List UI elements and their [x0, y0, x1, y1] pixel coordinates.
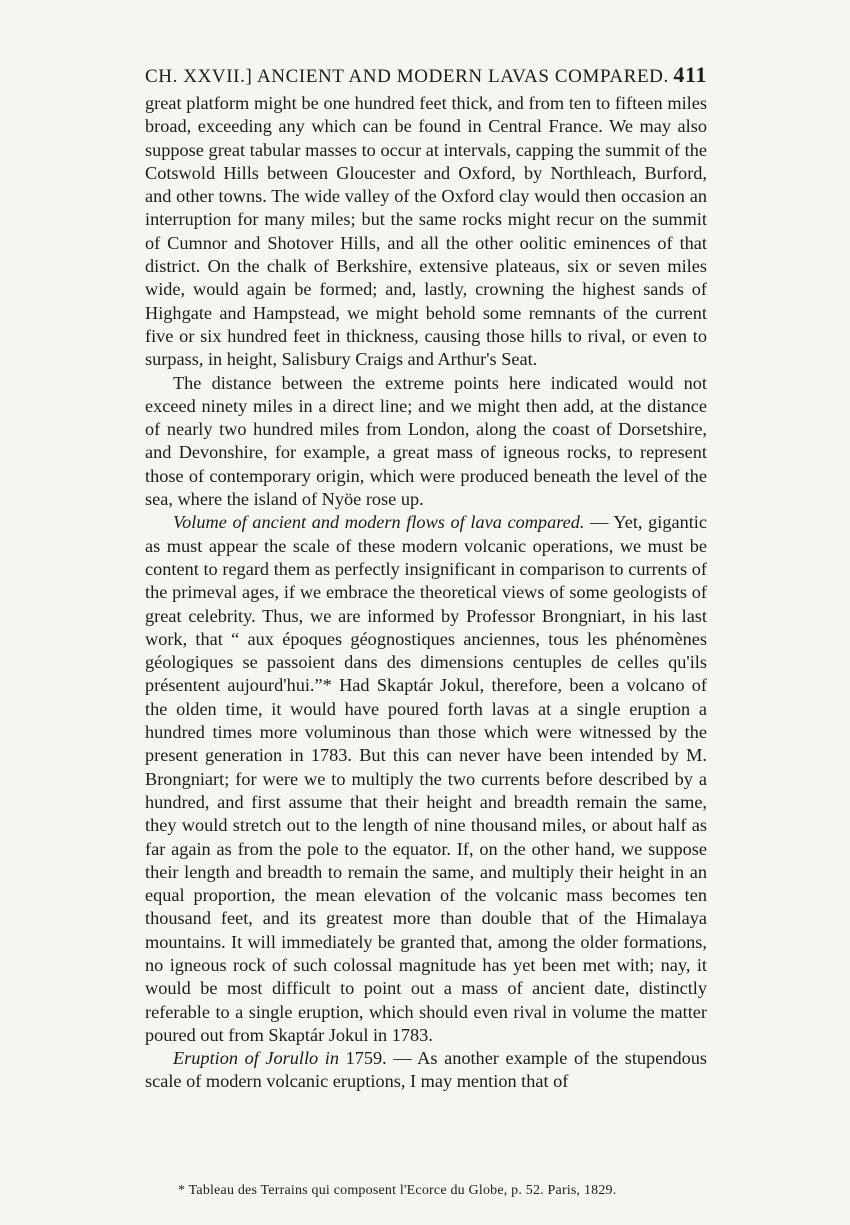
chapter-label: CH. XXVII.]	[145, 66, 253, 87]
running-head	[145, 62, 707, 88]
paragraph-2	[145, 372, 707, 512]
paragraph-4-text: 1759. — As another example of the stupendous scale of modern volcanic eruptions, I may mention that of	[145, 1048, 707, 1092]
paragraph-4-lead: Eruption of Jorullo in	[173, 1048, 340, 1069]
body-text	[145, 92, 707, 1094]
paragraph-3	[145, 511, 707, 1047]
paragraph-1-text: great platform might be one hundred feet thick, and from ten to fifteen miles broad, exceeding any which can be found in Central France. We may also suppose great tabular masses to occur at intervals, capping the summit of the Cotswold Hills between Gloucester and Oxford, by Northleach, Burford, and other towns. The wide valley of the Oxford clay would then occasion an interruption for many miles; but the same rocks might recur on the summit of Cumnor and Shotover Hills, and all the other oolitic eminences of that district. On the chalk of Berkshire, extensive plateaus, six or seven miles wide, would again be formed; and, lastly, crowning the highest sands of Highgate and Hampstead, we might behold some remnants of the current five or six hundred feet in thickness, causing those hills to rival, or even to surpass, in height, Salisbury Craigs and Arthur's Seat.	[145, 93, 707, 370]
running-title: ANCIENT AND MODERN LAVAS COMPARED.	[256, 66, 669, 87]
footnote: * Tableau des Terrains qui composent l'Ecorce du Globe, p. 52. Paris, 1829.	[178, 1183, 617, 1198]
paragraph-1	[145, 92, 707, 372]
paragraph-2-text: The distance between the extreme points here indicated would not exceed ninety miles in a direct line; and we might then add, at the distance of nearly two hundred miles from London, along the coast of Dorsetshire, and Devonshire, for example, a great mass of igneous rocks, to represent those of contemporary origin, which were produced beneath the level of the sea, where the island of Nyöe rose up.	[145, 372, 707, 510]
paragraph-3-text: — Yet, gigantic as must appear the scale of these modern volcanic operations, we must be content to regard them as perfectly insignificant in comparison to currents of the primeval ages, if we embrace the theoretical views of some geologists of great celebrity. Thus, we are informed by Professor Brongniart, in his last work, that “ aux époques géognostiques anciennes, tous les phénomènes géologiques se passoient dans des dimensions centuples de celles qu'ils présentent aujourd'hui.”* Had Skaptár Jokul, therefore, been a volcano of the olden time, it would have poured forth lavas at a single eruption a hundred times more voluminous than those which were witnessed by the present generation in 1783. But this can never have been intended by M. Brongniart; for were we to multiply the two currents before described by a hundred, and first assume that their height and breadth remain the same, they would stretch out to the length of nine thousand miles, or about half as far again as from the pole to the equator. If, on the other hand, we suppose their length and breadth to remain the same, and multiply their height in an equal proportion, the mean elevation of the volcanic mass becomes ten thousand feet, and its greatest more than double that of the Himalaya mountains. It will immediately be granted that, among the older formations, no igneous rock of such colossal magnitude has yet been met with; nay, it would be most difficult to point out a mass of ancient date, distinctly referable to a single eruption, which should even rival in volume the matter poured out from Skaptár Jokul in 1783.	[145, 512, 708, 1045]
paragraph-4	[145, 1047, 707, 1094]
paragraph-3-lead: Volume of ancient and modern flows of lava compared.	[173, 512, 585, 533]
page-number: 411	[673, 62, 707, 87]
